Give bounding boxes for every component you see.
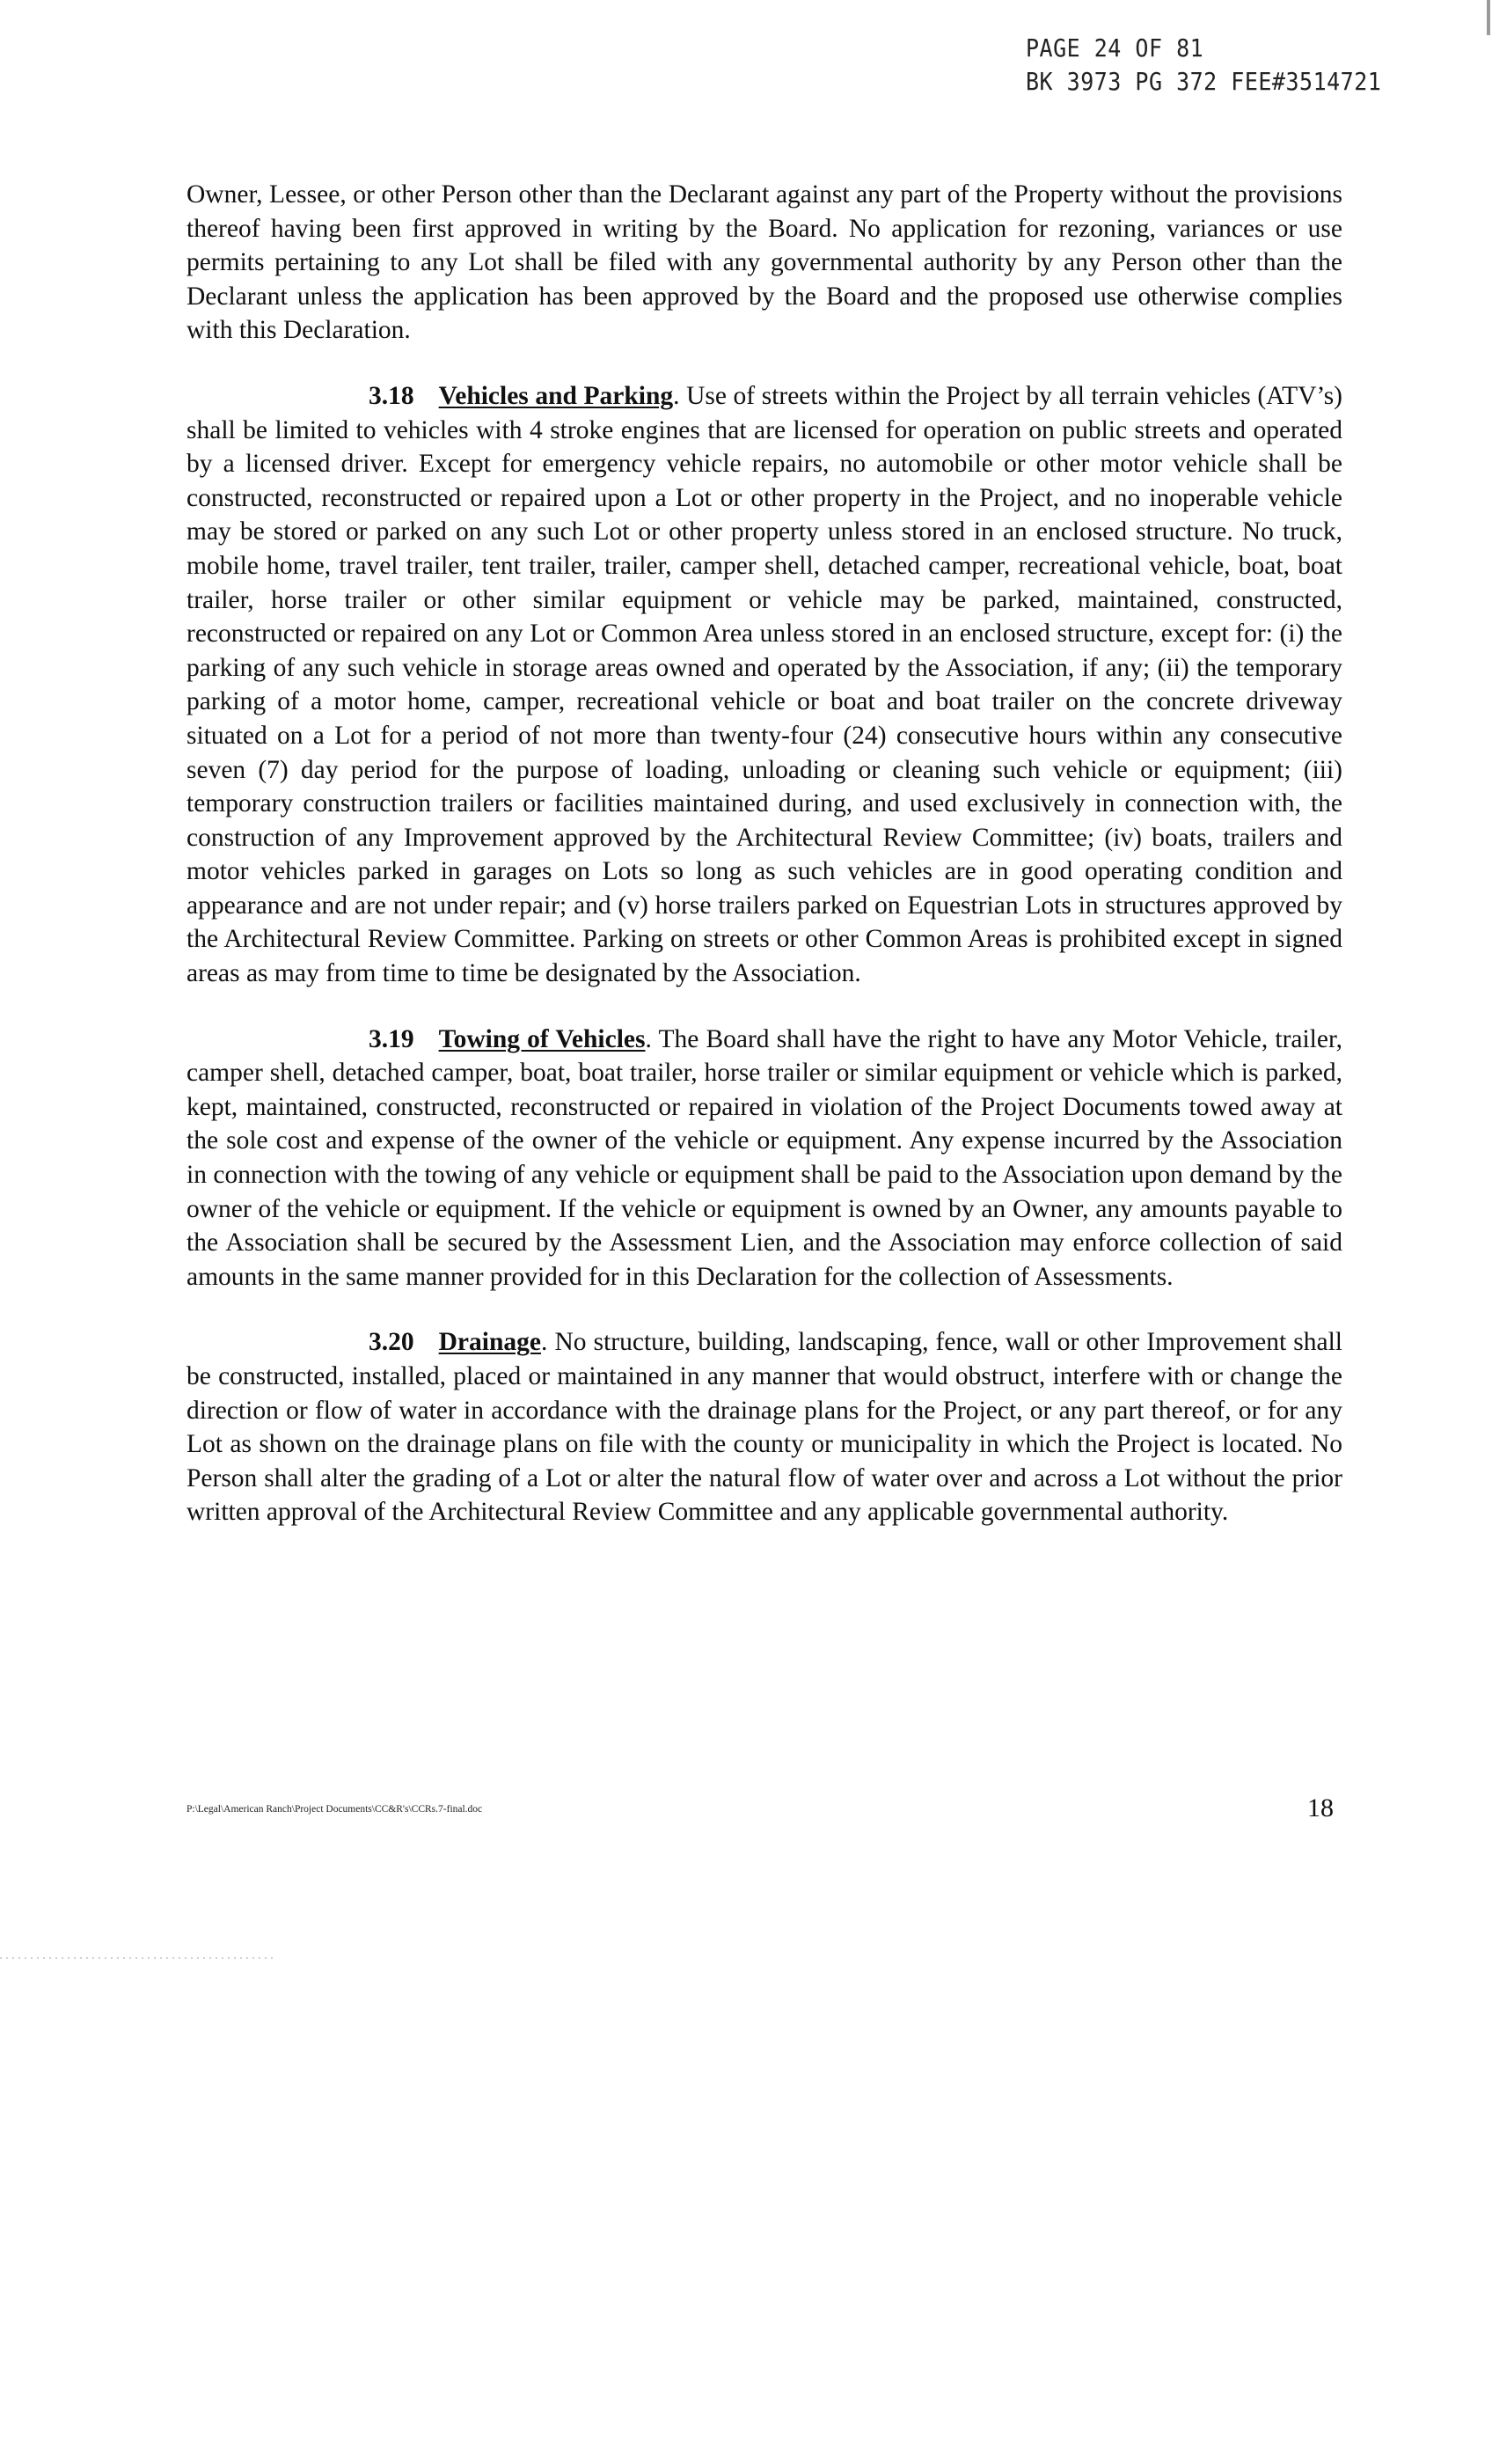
section-number: 3.18: [369, 381, 414, 410]
section-3-20: [186, 1325, 1342, 1529]
scan-artifact: [0, 1957, 273, 1959]
section-number: 3.20: [369, 1328, 414, 1357]
stamp-book-line: BK 3973 PG 372 FEE#3514721: [1026, 67, 1382, 96]
footer-file-path: P:\Legal\American Ranch\Project Documents\CC&R's\CCRs.7-final.doc: [186, 1804, 483, 1815]
intro-paragraph: Owner, Lessee, or other Person other than the Declarant against any part of the Property without the provisions thereof having been first approved in writing by the Board. No application for rezoning, variances or use permits pertaining to any Lot shall be filed with any governmental authority by any Person other than the Declarant unless the application has been approved by the Board and the proposed use otherwise complies with this Declaration.: [186, 180, 1342, 345]
scan-edge-mark: [1487, 0, 1490, 35]
page-number: 18: [1307, 1793, 1334, 1822]
stamp-page-line: PAGE 24 OF 81: [1026, 33, 1204, 62]
section-text: . Use of streets within the Project by all terrain vehicles (ATV’s) shall be limited to vehicles with 4 stroke engines that are licensed for operation on public streets and operated by a licensed driver. Except for emergency vehicle repairs, no automobile or other motor vehicle shall be constructed, reconstructed or repaired upon a Lot or other property in the Project, and no inoperable vehicle may be stored or parked on any such Lot or other property unless stored in an enclosed structure. No truck, mobile home, travel trailer, tent trailer, trailer, camper shell, detached camper, recreational vehicle, boat, boat trailer, horse trailer or other similar equipment or vehicle may be parked, maintained, constructed, reconstructed or repaired on any Lot or Common Area unless stored in an enclosed structure, except for: (i) the parking of any such vehicle in storage areas owned and operated by the Association, if any; (ii) the temporary parking of a motor home, camper, recreational vehicle or boat and boat trailer on the concrete driveway situated on a Lot for a period of not more than twenty-four (24) consecutive hours within any consecutive seven (7) day period for the purpose of loading, unloading or cleaning such vehicle or equipment; (iii) temporary construction trailers or facilities maintained during, and used exclusively in connection with, the construction of any Improvement approved by the Architectural Review Committee; (iv) boats, trailers and motor vehicles parked in garages on Lots so long as such vehicles are in good operating condition and appearance and are not under repair; and (v) horse trailers parked on Equestrian Lots in structures approved by the Architectural Review Committee. Parking on streets or other Common Areas is prohibited except in signed areas as may from time to time be designated by the Association.: [186, 381, 1343, 988]
section-number: 3.19: [369, 1024, 414, 1053]
section-3-18: [186, 379, 1342, 991]
section-title: Towing of Vehicles: [438, 1024, 646, 1053]
section-3-19: [186, 1023, 1342, 1294]
section-text: . The Board shall have the right to have any Motor Vehicle, trailer, camper shell, detached camper, boat, boat trailer, horse trailer or similar equipment or vehicle which is parked, kept, maintained, constructed, reconstructed or repaired in violation of the Project Documents towed away at the sole cost and expense of the owner of the vehicle or equipment. Any expense incurred by the Association in connection with the towing of any vehicle or equipment shall be paid to the Association upon demand by the owner of the vehicle or equipment. If the vehicle or equipment is owned by an Owner, any amounts payable to the Association shall be secured by the Assessment Lien, and the Association may enforce collection of said amounts in the same manner provided for in this Declaration for the collection of Assessments.: [186, 1024, 1342, 1291]
section-title: Vehicles and Parking: [438, 381, 674, 410]
recording-stamp: [1026, 32, 1381, 99]
section-text: . No structure, building, landscaping, fence, wall or other Improvement shall be constructed, installed, placed or maintained in any manner that would obstruct, interfere with or change the direction or flow of water in accordance with the drainage plans for the Project, or any part thereof, or for any Lot as shown on the drainage plans on file with the county or municipality in which the Project is located. No Person shall alter the grading of a Lot or alter the natural flow of water over and across a Lot without the prior written approval of the Architectural Review Committee and any applicable governmental authority.: [186, 1328, 1342, 1527]
document-body: [186, 178, 1342, 1561]
section-title: Drainage: [438, 1328, 541, 1357]
